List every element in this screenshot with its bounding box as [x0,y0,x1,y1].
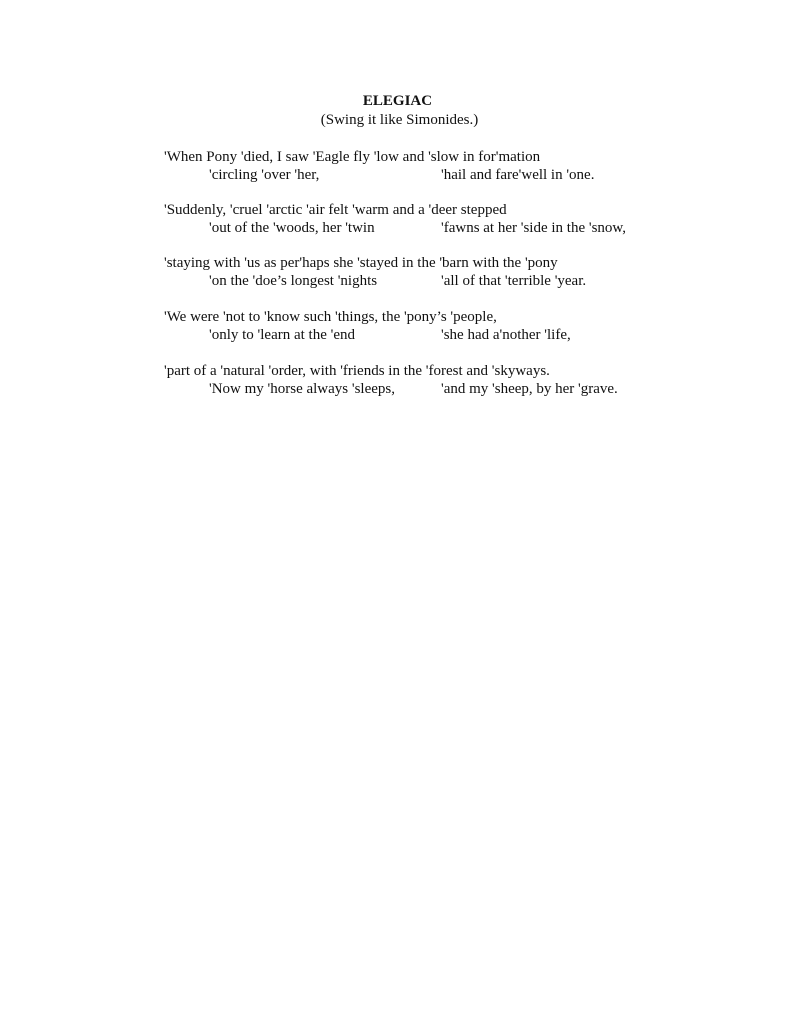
poem-subtitle: (Swing it like Simonides.) [320,112,479,128]
stanza-4 [164,308,684,344]
stanza-indented-line [164,219,684,237]
poem-title: ELEGIAC [362,93,433,109]
stanza-indented-line [164,166,684,184]
stanza-line: 'Suddenly, 'cruel 'arctic 'air felt 'warm and a 'deer stepped [164,202,507,218]
stanza-indented-line [164,272,684,290]
hemistich-first: 'only to 'learn at the 'end [209,327,355,343]
stanza-5 [164,362,684,398]
hemistich-second: 'she had a'nother 'life, [441,327,571,343]
stanza-line: 'When Pony 'died, I saw 'Eagle fly 'low and 'slow in for'mation [164,149,541,165]
stanza-3 [164,254,684,290]
hemistich-second: 'all of that 'terrible 'year. [441,273,587,289]
stanza-indented-line [164,380,684,398]
hemistich-second: 'hail and fare'well in 'one. [441,167,595,183]
stanza-2 [164,201,684,237]
stanza-line: 'We were 'not to 'know such 'things, the 'pony’s 'people, [164,309,497,325]
stanza-indented-line [164,326,684,344]
hemistich-first: 'circling 'over 'her, [209,167,320,183]
hemistich-second: 'fawns at her 'side in the 'snow, [441,220,627,236]
hemistich-second: 'and my 'sheep, by her 'grave. [441,381,618,397]
hemistich-first: 'on the 'doe’s longest 'nights [209,273,378,289]
stanza-line: 'part of a 'natural 'order, with 'friends in the 'forest and 'skyways. [164,363,550,379]
stanza-1 [164,148,684,184]
hemistich-first: 'out of the 'woods, her 'twin [209,220,375,236]
stanza-line: 'staying with 'us as per'haps she 'stayed in the 'barn with the 'pony [164,255,558,271]
hemistich-first: 'Now my 'horse always 'sleeps, [209,381,395,397]
